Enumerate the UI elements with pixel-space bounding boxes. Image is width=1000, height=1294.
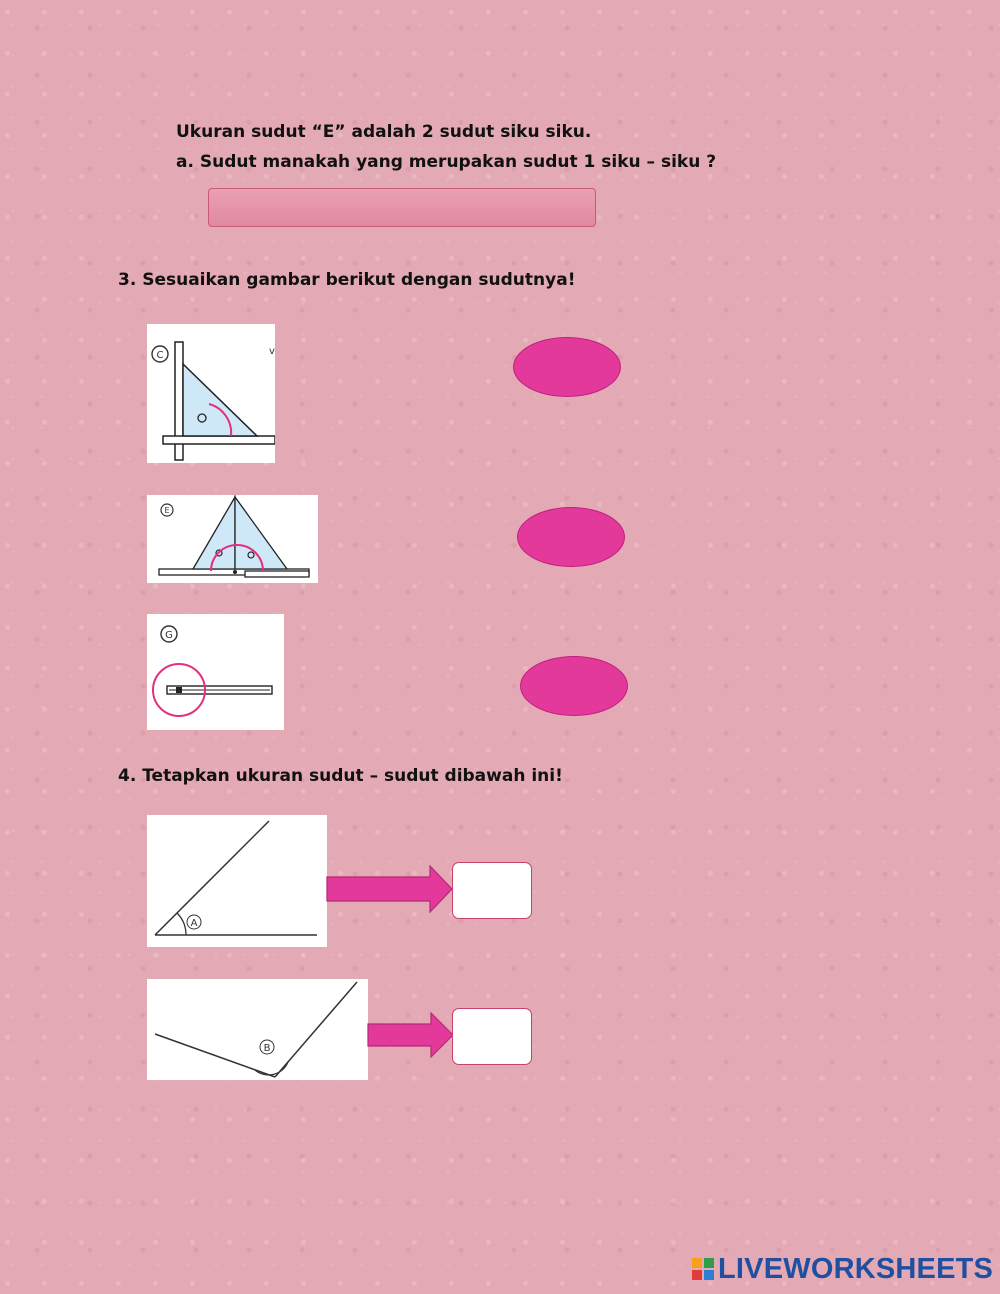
angle-image-e bbox=[147, 495, 318, 583]
logo-text: LIVEWORKSHEETS bbox=[718, 1252, 994, 1285]
liveworksheets-logo bbox=[692, 1252, 993, 1286]
question-3-title: 3. Sesuaikan gambar berikut dengan sudutnya! bbox=[118, 270, 576, 290]
image-label-g: G bbox=[165, 630, 173, 641]
image-label-c: C bbox=[156, 350, 164, 361]
answer-oval-g[interactable] bbox=[520, 656, 628, 716]
question-4-title: 4. Tetapkan ukuran sudut – sudut dibawah ini! bbox=[118, 766, 563, 786]
arrow-right-icon bbox=[326, 865, 454, 913]
answer-oval-c[interactable] bbox=[513, 337, 621, 397]
angle-image-b bbox=[147, 979, 368, 1080]
image-label-e: E bbox=[164, 506, 170, 515]
angle-image-g bbox=[147, 614, 284, 730]
svg-text:v: v bbox=[269, 346, 275, 357]
image-label-a: A bbox=[190, 918, 198, 929]
question-2-statement: Ukuran sudut “E” adalah 2 sudut siku siku. bbox=[176, 122, 592, 142]
arrow-right-icon bbox=[367, 1012, 455, 1058]
image-label-b: B bbox=[263, 1043, 271, 1054]
answer-oval-e[interactable] bbox=[517, 507, 625, 567]
answer-box-b[interactable] bbox=[452, 1008, 532, 1065]
answer-box-a[interactable] bbox=[452, 862, 532, 919]
question-2a-prompt: a. Sudut manakah yang merupakan sudut 1 siku – siku ? bbox=[176, 152, 717, 172]
answer-input-2a[interactable] bbox=[208, 188, 596, 227]
angle-image-a bbox=[147, 815, 327, 947]
angle-image-c bbox=[147, 324, 275, 463]
logo-grid-icon bbox=[692, 1258, 714, 1280]
